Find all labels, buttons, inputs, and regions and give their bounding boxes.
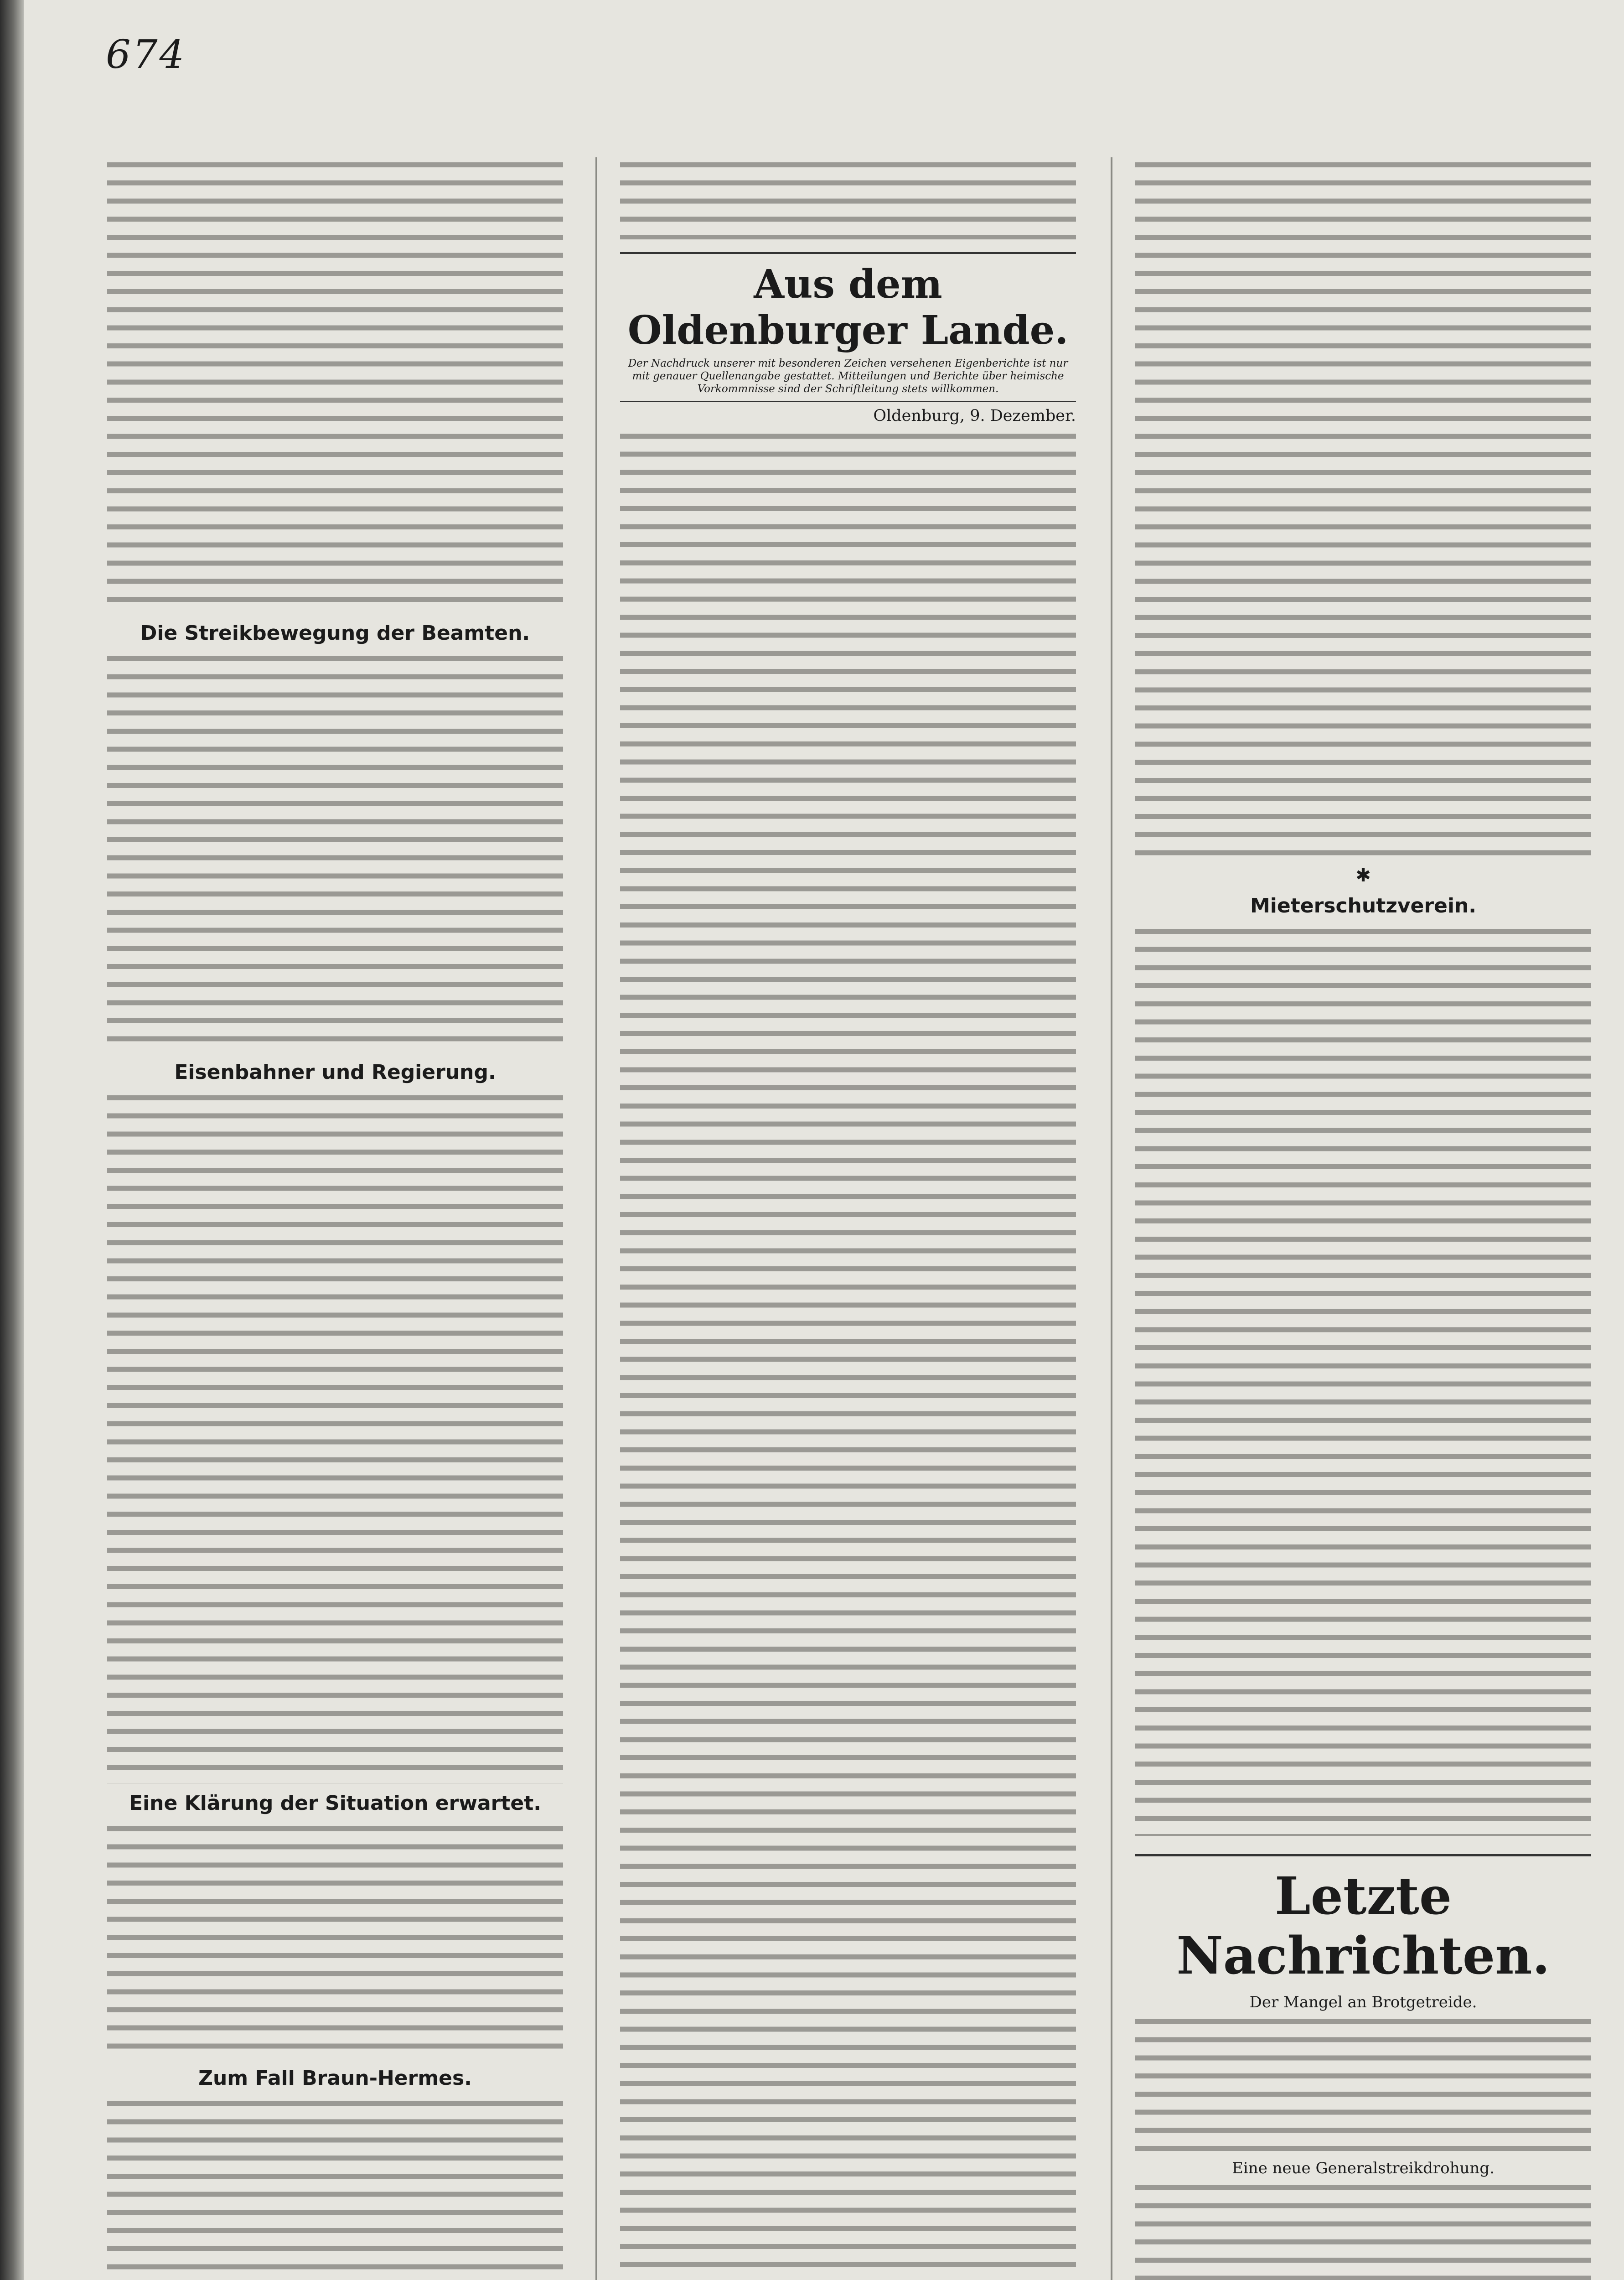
news-subhead: Der Mangel an Brotgetreide. — [1249, 1993, 1477, 2011]
star-divider: ✱ — [1355, 865, 1371, 886]
section-title: Eisenbahner und Regierung. — [174, 1061, 496, 1084]
article-text — [107, 651, 563, 1052]
article-text — [620, 157, 1076, 239]
column-1 — [107, 157, 563, 2280]
article-text — [1135, 2180, 1591, 2280]
article-text — [107, 2096, 563, 2280]
scan-edge — [0, 0, 24, 2280]
section-title: Eine Klärung der Situation erwartet. — [129, 1792, 542, 1815]
article-text — [1135, 924, 1591, 1836]
article-text — [620, 429, 1076, 2280]
article-text — [1135, 157, 1591, 860]
column-rule — [595, 157, 597, 2280]
page-number: 674 — [106, 32, 186, 78]
dateline: Oldenburg, 9. Dezember. — [873, 407, 1076, 425]
column-rule — [1111, 157, 1112, 2280]
article-text — [1135, 2014, 1591, 2156]
article-text — [107, 1821, 563, 2058]
latest-news-heading: Letzte Nachrichten. — [1135, 1854, 1591, 1986]
section-title: Mieterschutzverein. — [1250, 894, 1477, 917]
column-3 — [1135, 157, 1591, 2280]
column-2 — [620, 157, 1076, 2280]
article-text — [107, 1090, 563, 1783]
section-title: Die Streikbewegung der Beamten. — [140, 622, 530, 645]
reprint-notice: Der Nachdruck unserer mit besonderen Zeichen versehenen Eigenberichte ist nur mit genauer Quellenangabe gestattet. Mitteilungen und Berichte über heimische Vorkommnisse sind der Schriftleitung stets willkommen. — [620, 357, 1076, 402]
section-title: Zum Fall Braun-Hermes. — [198, 2067, 472, 2090]
regional-heading: Aus dem Oldenburger Lande. — [620, 252, 1076, 353]
article-text — [107, 157, 563, 613]
news-subhead: Eine neue Generalstreikdrohung. — [1232, 2159, 1495, 2177]
